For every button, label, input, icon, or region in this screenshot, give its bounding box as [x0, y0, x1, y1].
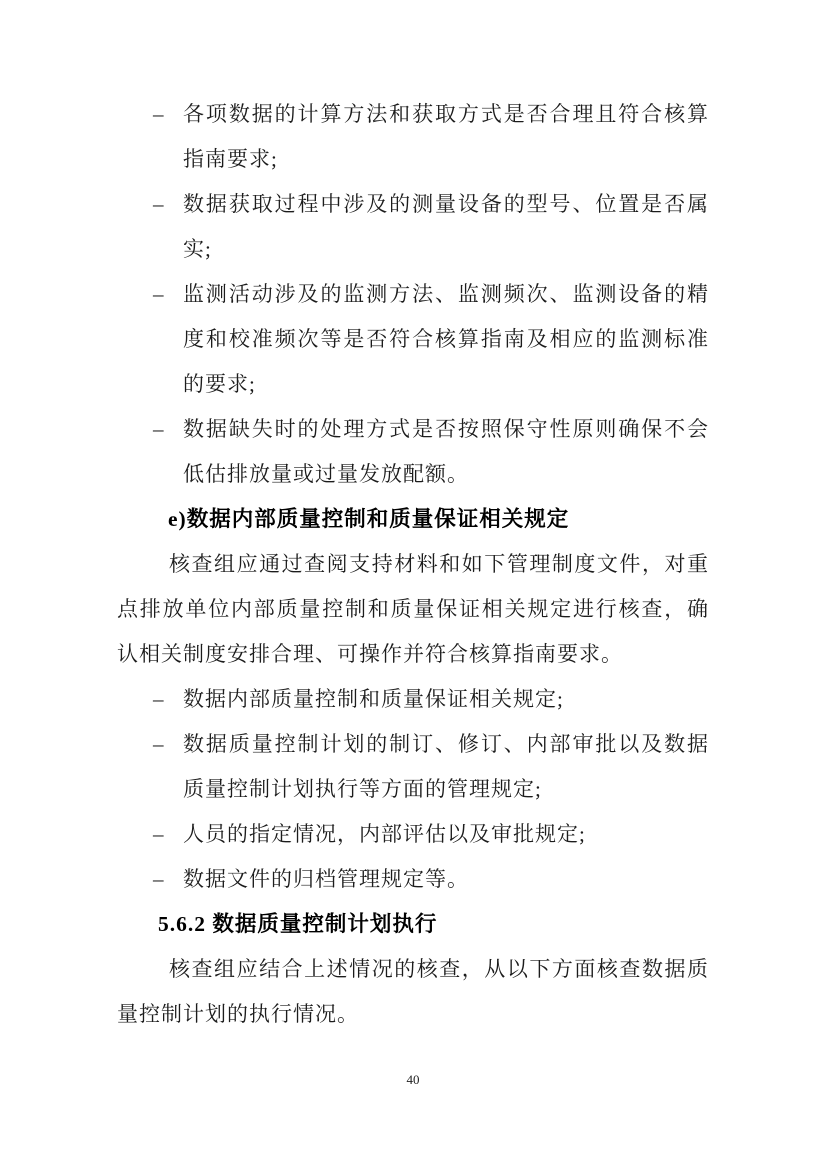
dash-bullet: –	[153, 282, 165, 306]
list-item	[117, 272, 709, 407]
list-item-text: 数据质量控制计划的制订、修订、内部审批以及数据质量控制计划执行等方面的管理规定;	[183, 732, 709, 801]
dash-bullet: –	[153, 732, 165, 756]
page-number: 40	[406, 1072, 420, 1087]
document-content	[117, 92, 709, 1037]
list-item	[117, 182, 709, 272]
bullet-list-data-checks	[117, 92, 709, 497]
list-item-text: 数据缺失时的处理方式是否按照保守性原则确保不会低估排放量或过量发放配额。	[183, 417, 709, 486]
list-item-text: 监测活动涉及的监测方法、监测频次、监测设备的精度和校准频次等是否符合核算指南及相应的监测标准的要求;	[183, 282, 709, 396]
heading-e: e)数据内部质量控制和质量保证相关规定	[168, 507, 570, 531]
dash-bullet: –	[153, 867, 165, 891]
list-item-text: 人员的指定情况，内部评估以及审批规定;	[183, 822, 586, 846]
paragraph-562: 核查组应结合上述情况的核查，从以下方面核查数据质量控制计划的执行情况。	[117, 957, 709, 1026]
list-item	[117, 407, 709, 497]
list-item	[117, 722, 709, 812]
bullet-list-qc-rules	[117, 677, 709, 902]
list-item	[117, 92, 709, 182]
list-item	[117, 812, 709, 857]
list-item	[117, 857, 709, 902]
dash-bullet: –	[153, 417, 165, 441]
dash-bullet: –	[153, 192, 165, 216]
dash-bullet: –	[153, 687, 165, 711]
list-item-text: 各项数据的计算方法和获取方式是否合理且符合核算指南要求;	[183, 102, 709, 171]
list-item-text: 数据内部质量控制和质量保证相关规定;	[183, 687, 564, 711]
paragraph-e: 核查组应通过查阅支持材料和如下管理制度文件，对重点排放单位内部质量控制和质量保证相关规定进行核查，确认相关制度安排合理、可操作并符合核算指南要求。	[117, 552, 709, 666]
dash-bullet: –	[153, 822, 165, 846]
heading-562: 5.6.2 数据质量控制计划执行	[158, 912, 438, 936]
list-item-text: 数据获取过程中涉及的测量设备的型号、位置是否属实;	[183, 192, 709, 261]
list-item	[117, 677, 709, 722]
dash-bullet: –	[153, 102, 165, 126]
list-item-text: 数据文件的归档管理规定等。	[183, 867, 469, 891]
